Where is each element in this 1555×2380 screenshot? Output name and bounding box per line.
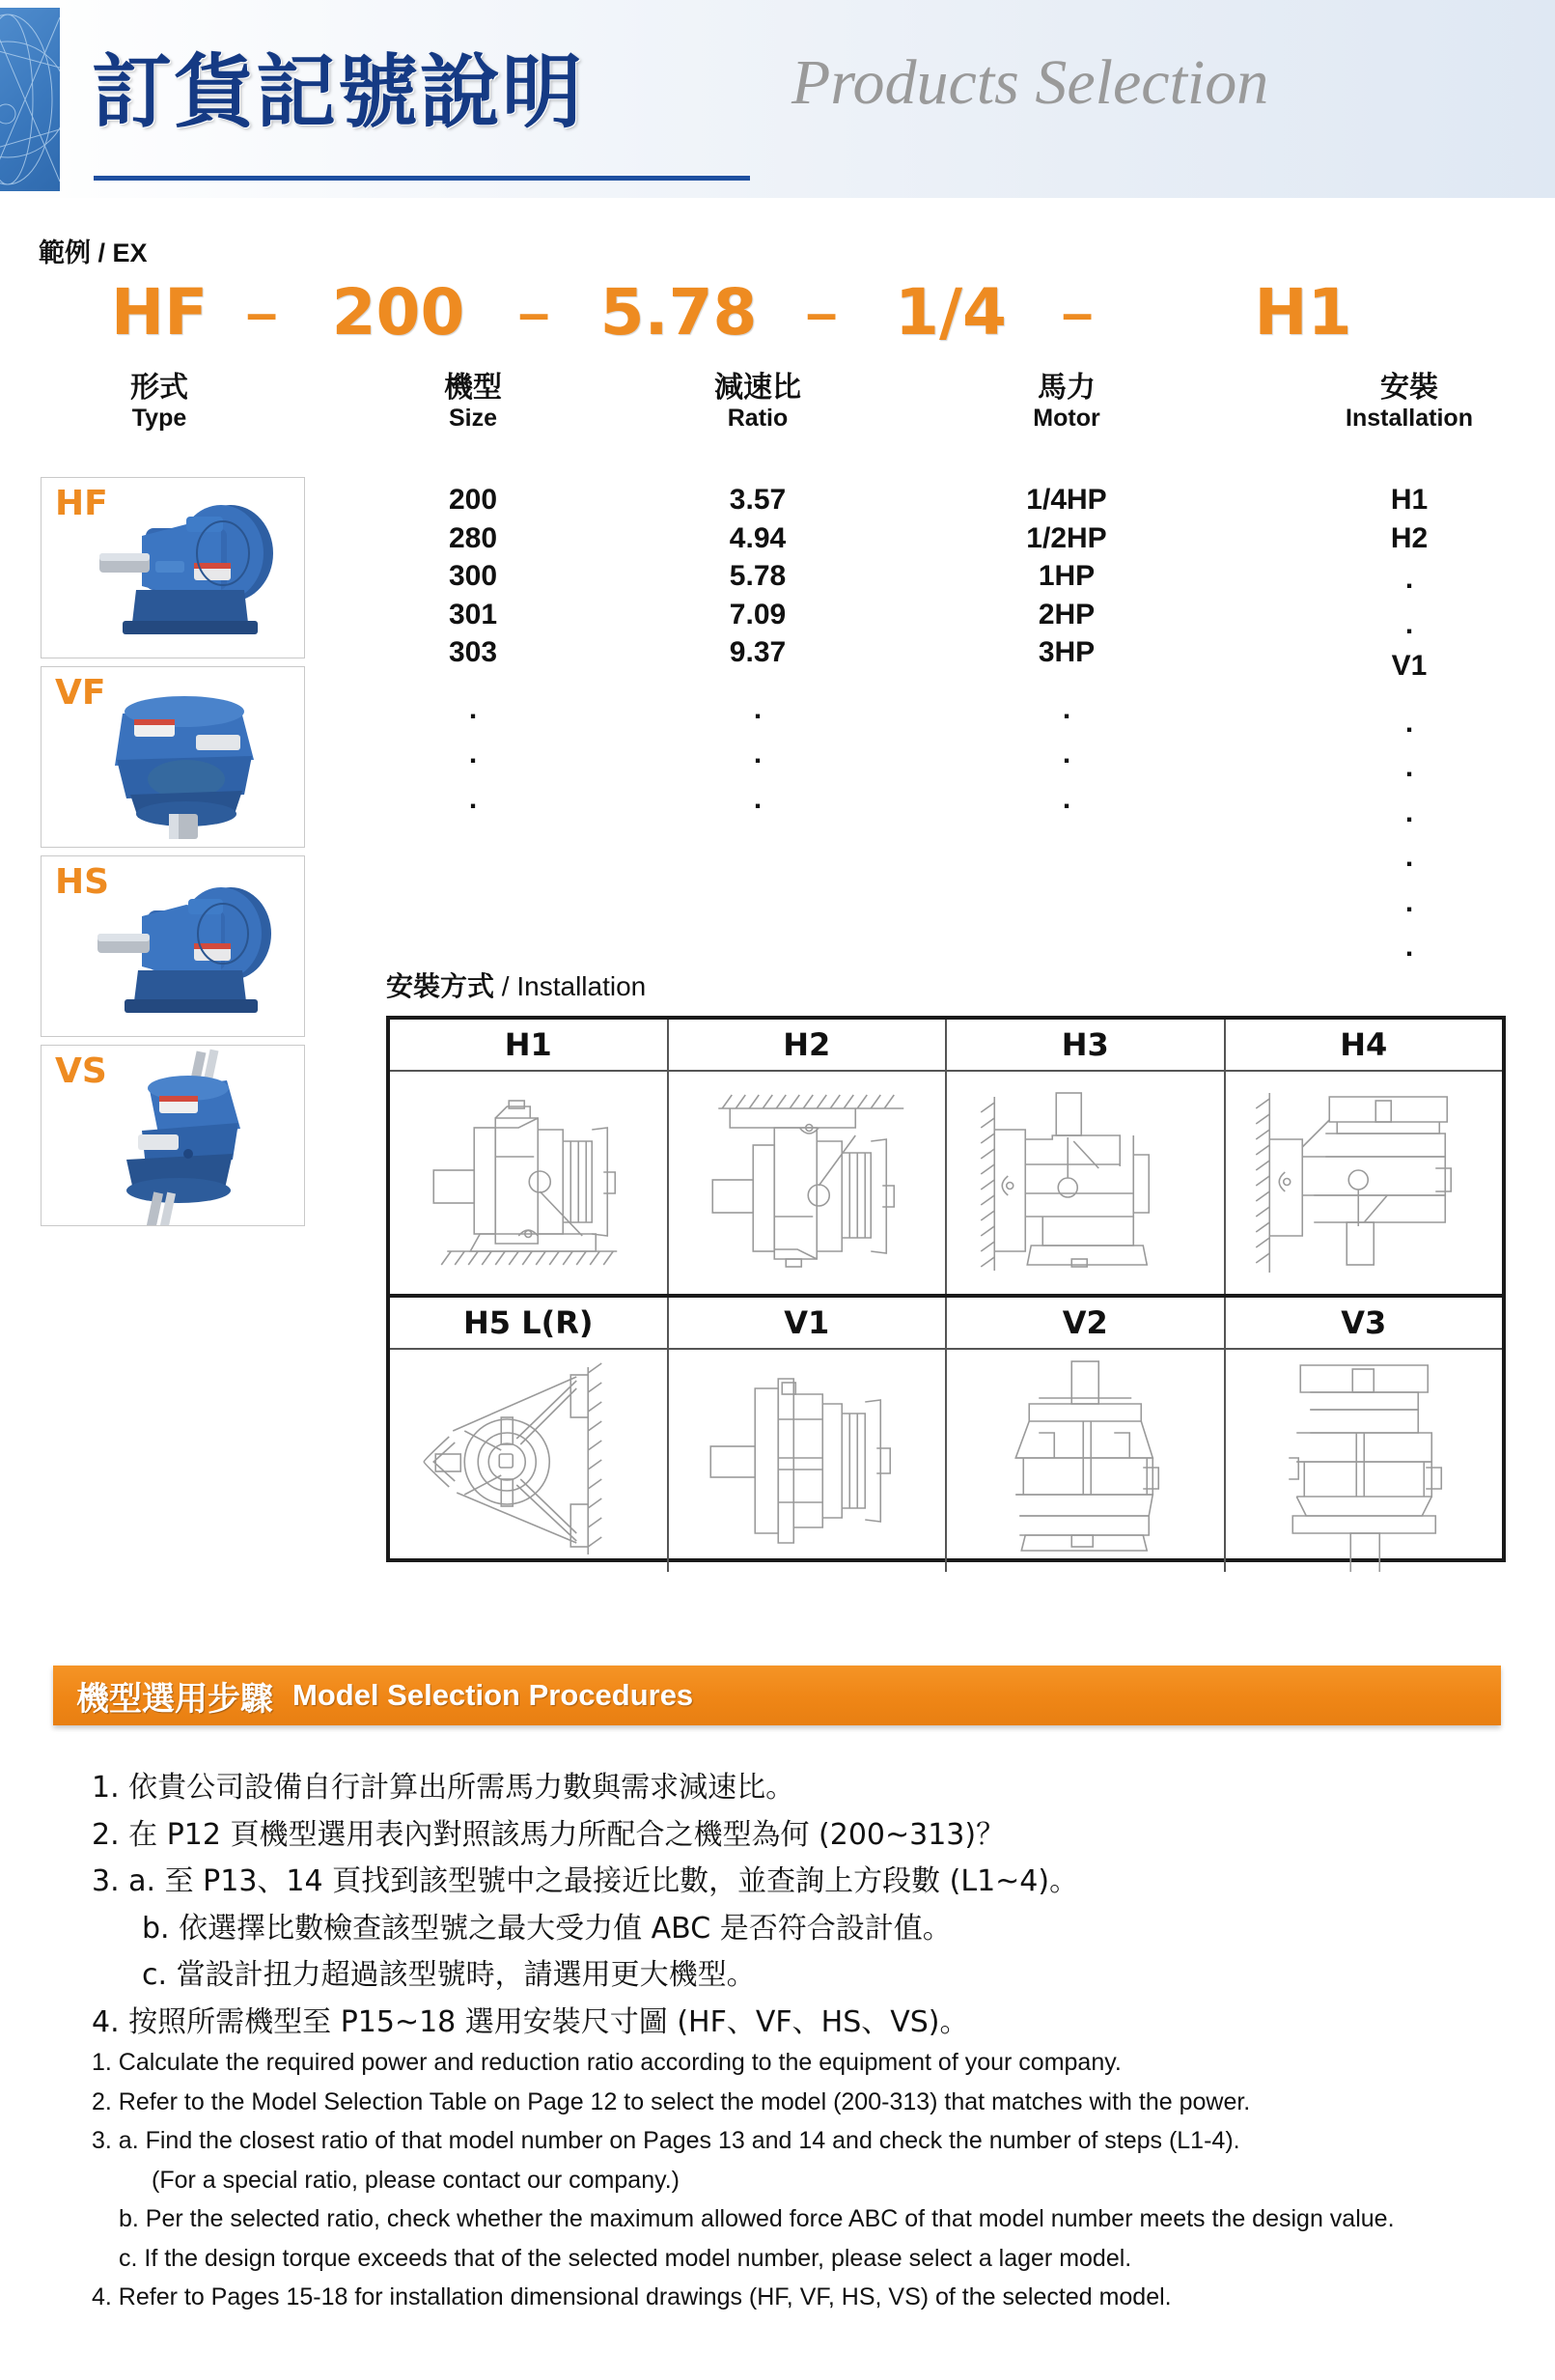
- value-item: 7.09: [729, 598, 787, 630]
- value-item: 303: [448, 636, 498, 669]
- value-item: 5.78: [729, 560, 787, 593]
- value-ellipsis-dot: .: [1062, 738, 1071, 770]
- procedure-item-cn: 3. a. 至 P13、14 頁找到該型號中之最接近比數，並查詢上方段數 (L1~4)。: [92, 1864, 1079, 1899]
- procedure-item-en: 3. a. Find the closest ratio of that model number on Pages 13 and 14 and check the number of steps (L1-4).: [92, 2127, 1240, 2154]
- installation-header-label: H1: [504, 1026, 552, 1063]
- procedures-banner-title-cn: 機型選用步驟: [76, 1679, 273, 1719]
- code-token-motor: 1/4: [895, 275, 1007, 350]
- procedure-item-en: b. Per the selected ratio, check whether the maximum allowed force ABC of that model number meets the design value.: [119, 2205, 1395, 2232]
- value-ellipsis-dot: .: [1404, 607, 1414, 640]
- value-ellipsis-dot: .: [1404, 796, 1414, 828]
- code-separator-2: –: [518, 282, 550, 345]
- value-item: 1/4HP: [1026, 484, 1107, 516]
- value-item: H2: [1390, 521, 1429, 554]
- installation-drawing-h5: [390, 1350, 669, 1572]
- installation-header-label: H2: [783, 1026, 831, 1063]
- value-ellipsis-dot: .: [1404, 563, 1414, 596]
- column-header-motor-en: Motor: [1033, 405, 1100, 432]
- value-item: 301: [448, 598, 498, 630]
- installation-drawing-h4: [1226, 1072, 1503, 1294]
- column-header-type: [77, 372, 241, 434]
- page-title: 訂貨記號說明: [92, 45, 584, 139]
- product-card-code: HS: [55, 862, 110, 902]
- installation-drawing-row-2: [390, 1350, 1502, 1572]
- mount-h3-diagram-icon: [947, 1072, 1224, 1294]
- product-card-hs[interactable]: [41, 855, 305, 1037]
- mount-h5-diagram-icon: [390, 1350, 667, 1572]
- product-card-code: HF: [55, 484, 108, 523]
- code-token-ratio: 5.78: [599, 275, 758, 350]
- model-code-row: [39, 275, 1515, 352]
- product-card-vf[interactable]: [41, 666, 305, 848]
- value-ellipsis-dot: .: [753, 782, 763, 815]
- column-header-installation: [1298, 372, 1520, 434]
- value-list-size: [372, 481, 574, 822]
- installation-header-label: V3: [1341, 1304, 1387, 1341]
- code-separator-4: –: [1062, 282, 1094, 345]
- procedure-item-en: 1. Calculate the required power and reduction ratio according to the equipment of your company.: [92, 2049, 1122, 2076]
- value-ellipsis-dot: .: [468, 738, 478, 770]
- installation-header-label: V1: [784, 1304, 830, 1341]
- value-item: V1: [1391, 650, 1428, 683]
- procedures-banner: [53, 1666, 1501, 1725]
- installation-header-v2: [947, 1298, 1226, 1348]
- installation-drawing-h2: [669, 1072, 948, 1294]
- installation-label-cn: 安裝方式: [386, 971, 495, 1001]
- value-item: 200: [448, 484, 498, 516]
- code-token-type: HF: [110, 275, 208, 350]
- value-list-motor: [970, 481, 1163, 822]
- procedure-item-cn: 2. 在 P12 頁機型選用表內對照該馬力所配合之機型為何 (200~313)？: [92, 1817, 1006, 1852]
- mount-v1-diagram-icon: [669, 1350, 946, 1572]
- product-card-code: VS: [55, 1051, 107, 1091]
- value-ellipsis-dot: .: [1404, 706, 1414, 739]
- procedure-item-en: 4. Refer to Pages 15-18 for installation dimensional drawings (HF, VF, HS, VS) of the selected model.: [92, 2283, 1172, 2310]
- procedure-item-cn: 4. 按照所需機型至 P15~18 選用安裝尺寸圖 (HF、VF、HS、VS)。: [92, 2004, 969, 2039]
- installation-drawing-h3: [947, 1072, 1226, 1294]
- column-header-installation-cn: 安裝: [1380, 372, 1438, 404]
- installation-header-h5: [390, 1298, 669, 1348]
- mount-v3-diagram-icon: [1226, 1350, 1503, 1572]
- procedure-item-cn: 1. 依貴公司設備自行計算出所需馬力數與需求減速比。: [92, 1771, 795, 1805]
- installation-header-h4: [1226, 1020, 1503, 1070]
- mount-h2-diagram-icon: [669, 1072, 946, 1294]
- value-ellipsis-dot: .: [468, 692, 478, 725]
- procedure-item-cn: c. 當設計扭力超過該型號時，請選用更大機型。: [142, 1958, 756, 1993]
- value-item: 3HP: [1038, 636, 1096, 669]
- installation-drawing-v1: [669, 1350, 948, 1572]
- product-card-hf[interactable]: [41, 477, 305, 658]
- column-header-motor-cn: 馬力: [1038, 372, 1096, 404]
- installation-header-v3: [1226, 1298, 1503, 1348]
- column-header-ratio-en: Ratio: [727, 405, 789, 432]
- column-header-motor: [970, 372, 1163, 434]
- installation-header-label: H4: [1340, 1026, 1388, 1063]
- value-item: 1/2HP: [1026, 521, 1107, 554]
- procedures-list-cn: [53, 1765, 1555, 2047]
- example-label: 範例 / EX: [39, 238, 148, 267]
- column-header-size-en: Size: [448, 405, 498, 432]
- column-header-size-cn: 機型: [444, 372, 502, 404]
- installation-header-h3: [947, 1020, 1226, 1070]
- installation-table: [386, 1016, 1506, 1562]
- page-subtitle: Products Selection: [791, 47, 1269, 118]
- value-ellipsis-dot: .: [468, 782, 478, 815]
- procedure-item-en: c. If the design torque exceeds that of the selected model number, please select a lager model.: [119, 2244, 1132, 2272]
- value-item: 3.57: [729, 484, 787, 516]
- column-header-type-en: Type: [131, 405, 187, 432]
- installation-drawing-h1: [390, 1072, 669, 1294]
- installation-label-en: Installation: [516, 971, 647, 1001]
- procedure-item-en: 2. Refer to the Model Selection Table on Page 12 to select the model (200-313) that matches with the power.: [92, 2087, 1251, 2115]
- procedures-list-en: [53, 2043, 1555, 2317]
- installation-header-label: H5 L(R): [463, 1304, 594, 1341]
- column-header-installation-en: Installation: [1346, 405, 1473, 432]
- mount-v2-diagram-icon: [947, 1350, 1224, 1572]
- installation-drawing-row-1: [390, 1072, 1502, 1298]
- value-item: 4.94: [729, 521, 787, 554]
- value-item: 280: [448, 521, 498, 554]
- installation-header-row-2: [390, 1298, 1502, 1350]
- value-ellipsis-dot: .: [1062, 692, 1071, 725]
- value-item: H1: [1390, 484, 1429, 516]
- value-ellipsis-dot: .: [1062, 782, 1071, 815]
- installation-section-label: [386, 966, 646, 1004]
- installation-header-label: H3: [1061, 1026, 1109, 1063]
- value-ellipsis-dot: .: [753, 692, 763, 725]
- column-header-type-cn: 形式: [130, 372, 188, 404]
- value-list-installation: [1298, 481, 1520, 970]
- value-list-ratio: [647, 481, 869, 822]
- column-header-ratio: [647, 372, 869, 434]
- installation-header-h1: [390, 1020, 669, 1070]
- installation-drawing-v3: [1226, 1350, 1503, 1572]
- value-ellipsis-dot: .: [1404, 885, 1414, 918]
- value-ellipsis-dot: .: [1404, 931, 1414, 964]
- value-ellipsis-dot: .: [1404, 751, 1414, 784]
- code-separator-3: –: [806, 282, 838, 345]
- installation-header-h2: [669, 1020, 948, 1070]
- product-card-code: VF: [55, 673, 106, 713]
- installation-header-label: V2: [1062, 1304, 1108, 1341]
- installation-drawing-v2: [947, 1350, 1226, 1572]
- procedure-item-en: (For a special ratio, please contact our company.): [152, 2166, 680, 2194]
- page-header: [0, 0, 1555, 198]
- header-globe-decoration: [0, 8, 60, 191]
- value-item: 1HP: [1038, 560, 1096, 593]
- title-underline: [94, 176, 750, 181]
- code-token-installation: H1: [1254, 275, 1352, 350]
- product-card-vs[interactable]: [41, 1045, 305, 1226]
- installation-header-row-1: [390, 1020, 1502, 1072]
- value-ellipsis-dot: .: [1404, 841, 1414, 874]
- value-item: 300: [448, 560, 498, 593]
- mount-h1-diagram-icon: [390, 1072, 667, 1294]
- value-item: 2HP: [1038, 598, 1096, 630]
- value-ellipsis-dot: .: [753, 738, 763, 770]
- code-token-size: 200: [331, 275, 465, 350]
- value-item: 9.37: [729, 636, 787, 669]
- column-header-ratio-cn: 減速比: [714, 372, 801, 404]
- mount-h4-diagram-icon: [1226, 1072, 1503, 1294]
- installation-header-v1: [669, 1298, 948, 1348]
- procedures-banner-title-en: Model Selection Procedures: [292, 1678, 694, 1712]
- installation-label-sep: /: [494, 971, 517, 1001]
- procedure-item-cn: b. 依選擇比數檢查該型號之最大受力值 ABC 是否符合設計值。: [142, 1911, 952, 1946]
- code-separator-1: –: [246, 282, 278, 345]
- column-header-size: [372, 372, 574, 434]
